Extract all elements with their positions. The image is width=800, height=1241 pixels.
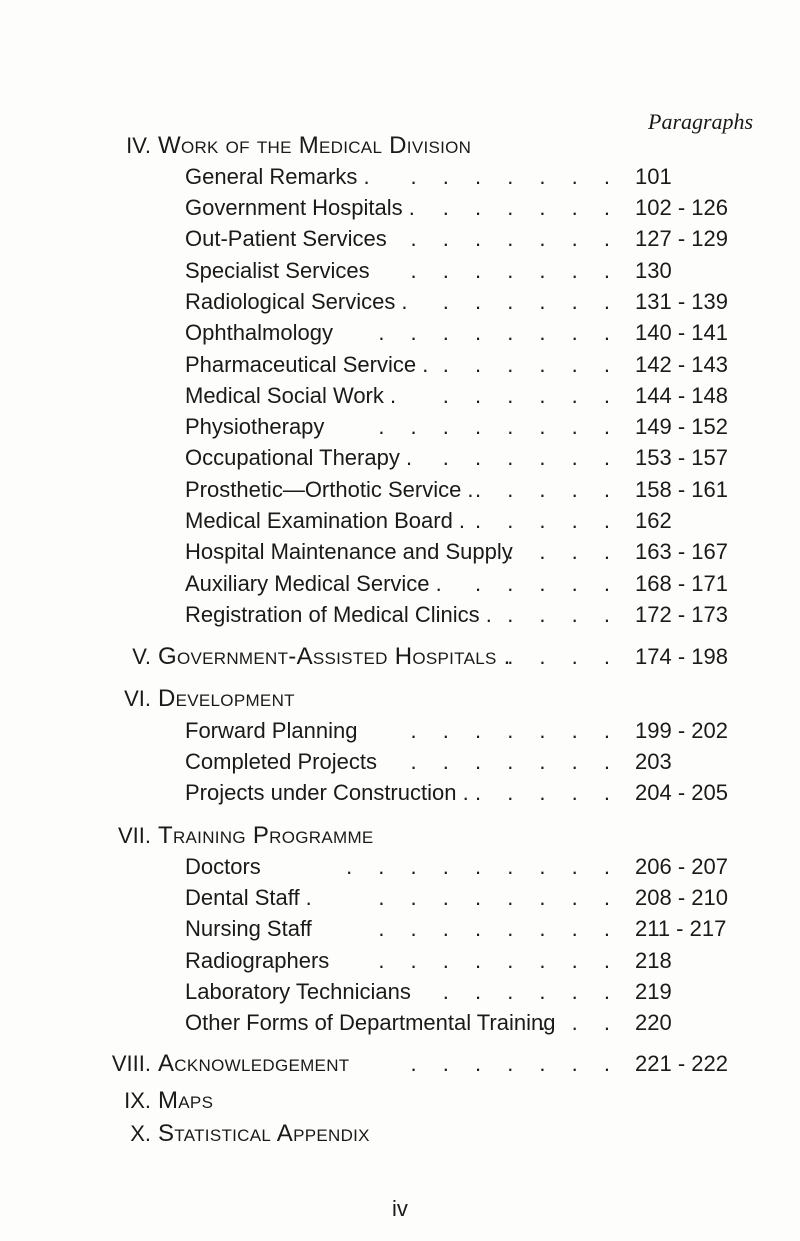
- section-heading-iv: [0, 130, 800, 162]
- dot-leader: . . . . . . .: [410, 1051, 620, 1076]
- dot-leader: . . .: [539, 1010, 620, 1035]
- section-heading-vi: [0, 683, 800, 715]
- paragraph-ref: 203: [635, 749, 672, 774]
- dot-leader: . . . . . . .: [410, 258, 620, 283]
- entry-label: Doctors: [185, 854, 261, 879]
- section-heading-v: [0, 641, 800, 673]
- toc-entry: [0, 474, 800, 506]
- entry-label: General Remarks .: [185, 164, 370, 189]
- entry-label: Radiographers: [185, 948, 330, 973]
- paragraph-ref: 130: [635, 258, 672, 283]
- toc-entry: [0, 380, 800, 412]
- toc-entry: [0, 1007, 800, 1039]
- dot-leader: . . . . .: [474, 780, 620, 805]
- entry-label: Dental Staff .: [185, 885, 312, 910]
- toc-entry: [0, 777, 800, 809]
- toc-entry: [0, 913, 800, 945]
- entry-label: Other Forms of Departmental Training: [185, 1010, 556, 1035]
- dot-leader: . . . . . . .: [410, 226, 620, 251]
- toc-entry: [0, 568, 800, 600]
- paragraphs-column-heading: Paragraphs: [648, 109, 754, 134]
- paragraph-ref: 174 - 198: [635, 644, 728, 669]
- section-number: IX.: [124, 1088, 151, 1113]
- section-number: VIII.: [111, 1051, 151, 1076]
- dot-leader: . . . .: [507, 644, 620, 669]
- paragraph-ref: 211 - 217: [635, 916, 727, 941]
- paragraph-ref: 131 - 139: [635, 289, 728, 314]
- toc-entry: [0, 286, 800, 318]
- paragraph-ref: 208 - 210: [635, 885, 728, 910]
- section-title: Government-Assisted Hospitals .: [158, 643, 511, 670]
- entry-label: Medical Social Work .: [185, 383, 397, 408]
- section-heading-viii: [0, 1048, 800, 1080]
- entry-label: Pharmaceutical Service .: [185, 352, 429, 377]
- entry-label: Medical Examination Board .: [185, 508, 466, 533]
- toc-entry: [0, 317, 800, 349]
- toc-entry: [0, 715, 800, 747]
- toc-entry: [0, 746, 800, 778]
- paragraph-ref: 204 - 205: [635, 780, 728, 805]
- dot-leader: . . . . . .: [442, 352, 620, 377]
- toc-entry: [0, 223, 800, 255]
- dot-leader: . . . . . . .: [410, 718, 620, 743]
- toc-entry: [0, 505, 800, 537]
- entry-label: Ophthalmology: [185, 320, 333, 345]
- paragraph-ref: 149 - 152: [635, 414, 728, 439]
- paragraph-ref: 218: [635, 948, 672, 973]
- section-title: Statistical Appendix: [158, 1120, 370, 1147]
- dot-leader: . . . . .: [474, 508, 620, 533]
- dot-leader: . . . . .: [474, 571, 620, 596]
- section-title: Maps: [158, 1087, 214, 1114]
- dot-leader: . . . . . . . . .: [346, 854, 620, 879]
- entry-label: Nursing Staff: [185, 916, 312, 941]
- section-title: Acknowledgement: [158, 1050, 350, 1077]
- section-title: Training Programme: [158, 822, 374, 849]
- toc-entry: [0, 882, 800, 914]
- entry-label: Government Hospitals .: [185, 195, 415, 220]
- section-title: Development: [158, 685, 295, 712]
- dot-leader: . . . . . . .: [410, 164, 620, 189]
- dot-leader: . . . . . . . .: [378, 414, 620, 439]
- paragraph-ref: 221 - 222: [635, 1051, 728, 1076]
- dot-leader: . . . . . .: [442, 195, 620, 220]
- dot-leader: . . . . . . .: [410, 749, 620, 774]
- entry-label: Hospital Maintenance and Supply: [185, 539, 513, 564]
- dot-leader: . . . . . . . .: [378, 916, 620, 941]
- toc-entry: [0, 161, 800, 193]
- paragraph-ref: 168 - 171: [635, 571, 728, 596]
- entry-label: Auxiliary Medical Service .: [185, 571, 442, 596]
- paragraph-ref: 101: [635, 164, 672, 189]
- entry-label: Out-Patient Services: [185, 226, 387, 251]
- section-number: VII.: [117, 823, 151, 848]
- entry-label: Forward Planning: [185, 718, 358, 743]
- dot-leader: . . . . . . . .: [378, 885, 620, 910]
- section-number: V.: [132, 644, 151, 669]
- paragraph-ref: 163 - 167: [635, 539, 728, 564]
- dot-leader: . . . . . .: [442, 979, 620, 1004]
- entry-label: Occupational Therapy .: [185, 445, 413, 470]
- toc-entry: [0, 945, 800, 977]
- toc-entry: [0, 599, 800, 631]
- paragraph-ref: 140 - 141: [635, 320, 728, 345]
- section-number: IV.: [126, 133, 151, 158]
- dot-leader: . . . . . . . .: [378, 320, 620, 345]
- paragraph-ref: 206 - 207: [635, 854, 728, 879]
- dot-leader: . . . . . . . .: [378, 948, 620, 973]
- entry-label: Projects under Construction .: [185, 780, 469, 805]
- page-number: iv: [392, 1196, 408, 1221]
- paragraph-ref: 219: [635, 979, 672, 1004]
- toc-entry: [0, 349, 800, 381]
- toc-entry: [0, 442, 800, 474]
- dot-leader: . . . .: [507, 539, 620, 564]
- toc-entry: [0, 411, 800, 443]
- toc-entry: [0, 976, 800, 1008]
- dot-leader: . . . . .: [474, 477, 620, 502]
- paragraph-ref: 162: [635, 508, 672, 533]
- entry-label: Prosthetic—Orthotic Service .: [185, 477, 474, 502]
- section-heading-vii: [0, 820, 800, 852]
- paragraph-ref: 144 - 148: [635, 383, 728, 408]
- toc-entry: [0, 192, 800, 224]
- dot-leader: . . . . . .: [442, 289, 620, 314]
- paragraph-ref: 220: [635, 1010, 672, 1035]
- section-heading-x: [0, 1118, 800, 1150]
- dot-leader: . . . .: [507, 602, 620, 627]
- entry-label: Completed Projects: [185, 749, 377, 774]
- toc-entry: [0, 255, 800, 287]
- section-heading-ix: [0, 1085, 800, 1117]
- entry-label: Laboratory Technicians: [185, 979, 411, 1004]
- section-title: Work of the Medical Division: [158, 132, 472, 159]
- toc-entry: [0, 851, 800, 883]
- entry-label: Radiological Services .: [185, 289, 408, 314]
- paragraph-ref: 102 - 126: [635, 195, 728, 220]
- paragraph-ref: 172 - 173: [635, 602, 728, 627]
- paragraph-ref: 153 - 157: [635, 445, 728, 470]
- dot-leader: . . . . . .: [442, 383, 620, 408]
- toc-entry: [0, 536, 800, 568]
- entry-label: Physiotherapy: [185, 414, 325, 439]
- section-number: VI.: [124, 686, 151, 711]
- entry-label: Specialist Services: [185, 258, 370, 283]
- entry-label: Registration of Medical Clinics .: [185, 602, 492, 627]
- paragraph-ref: 199 - 202: [635, 718, 728, 743]
- paragraph-ref: 142 - 143: [635, 352, 728, 377]
- paragraph-ref: 158 - 161: [635, 477, 728, 502]
- paragraph-ref: 127 - 129: [635, 226, 728, 251]
- dot-leader: . . . . . .: [442, 445, 620, 470]
- section-number: X.: [130, 1121, 151, 1146]
